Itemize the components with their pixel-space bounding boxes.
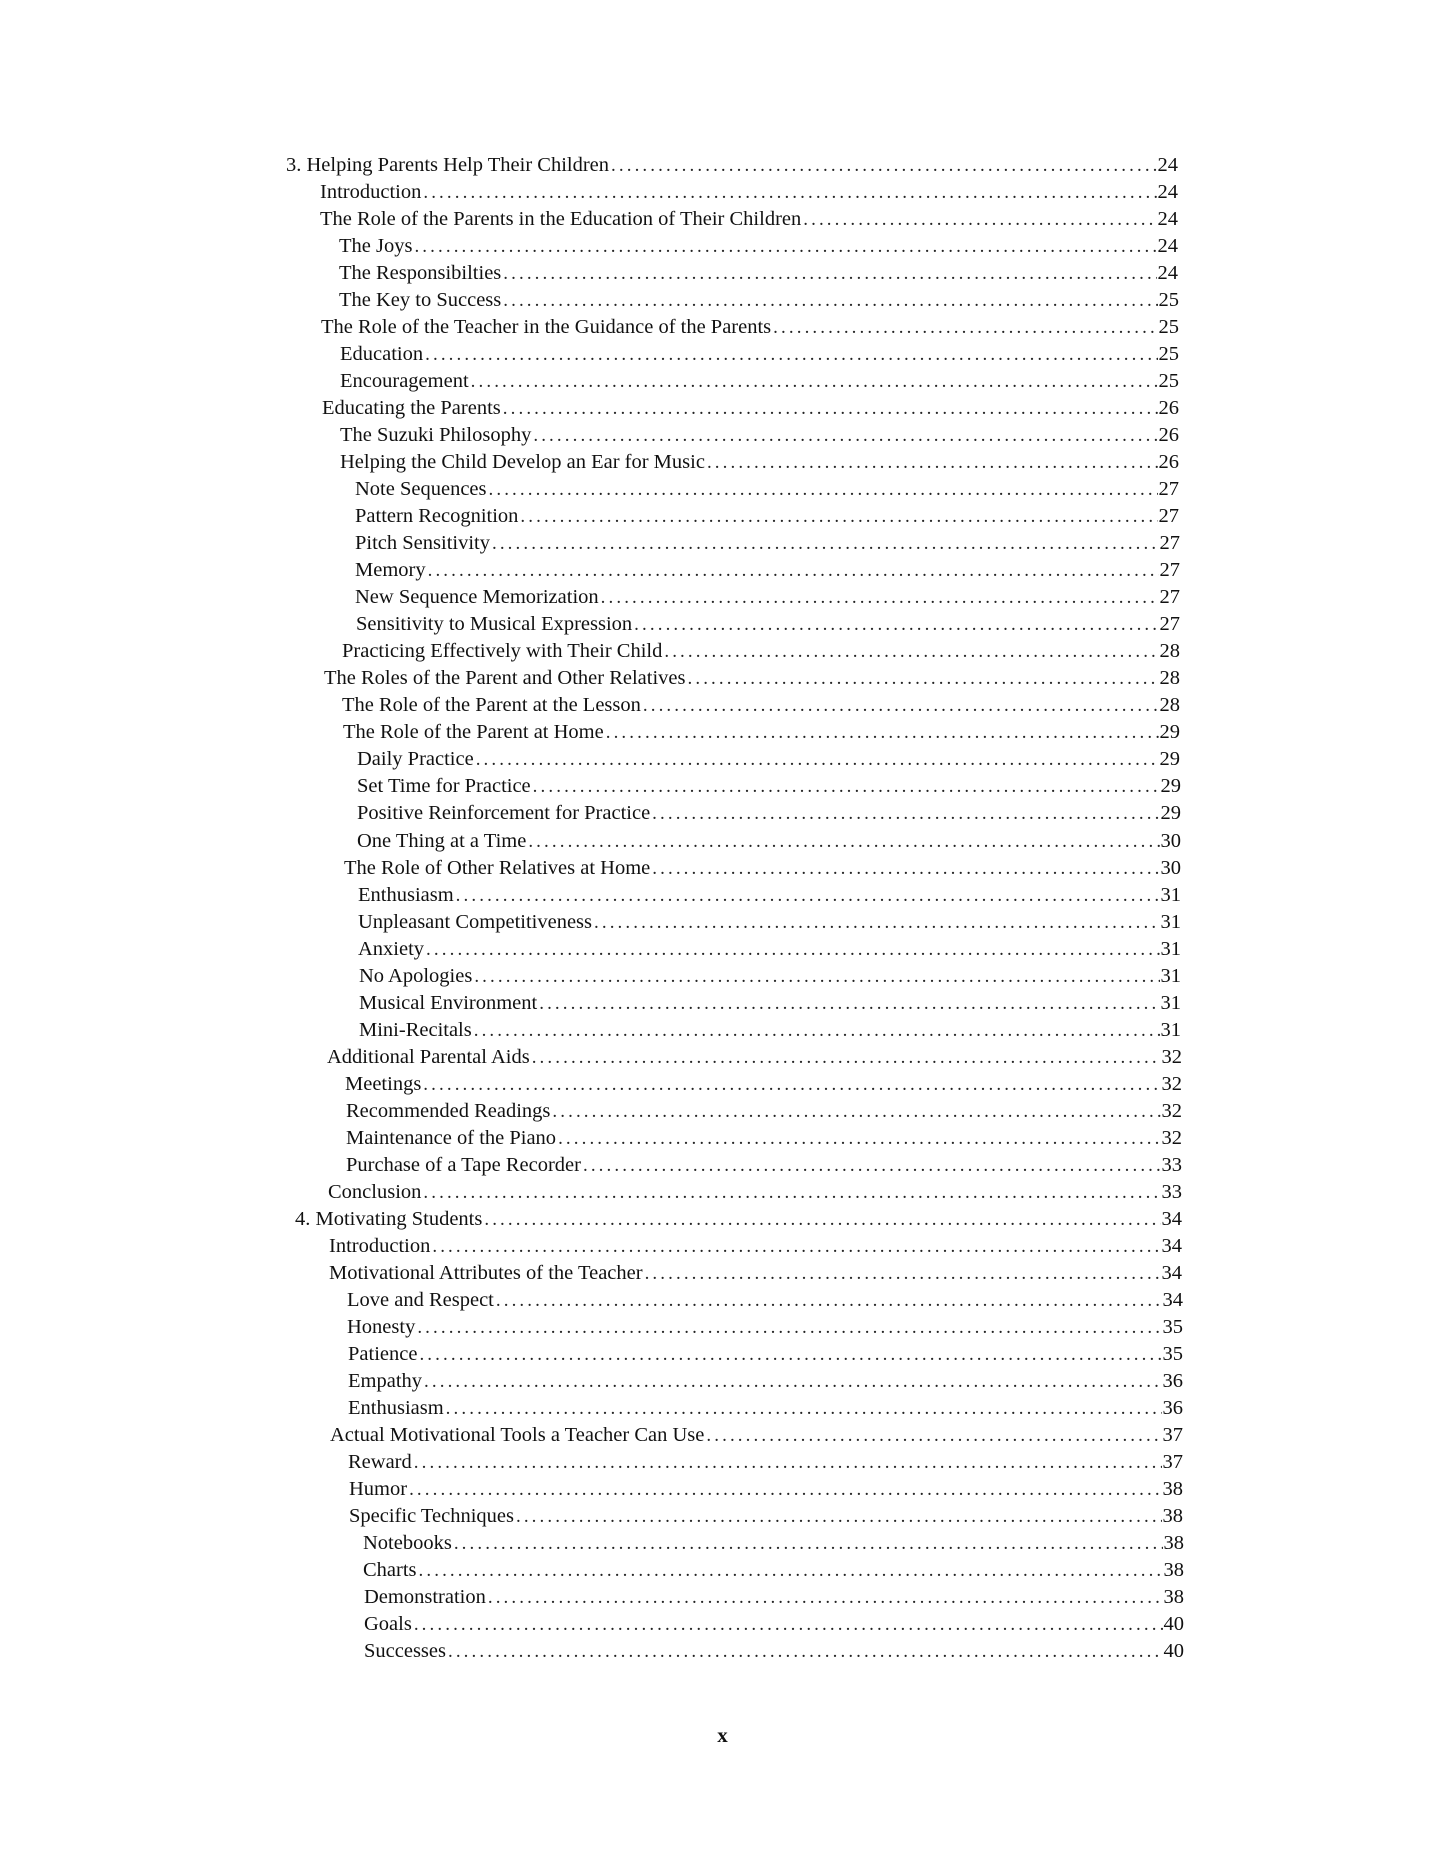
dot-leader — [419, 1557, 1163, 1584]
toc-entry-page-number: 36 — [1162, 1370, 1183, 1392]
toc-entry-page-number: 37 — [1162, 1451, 1183, 1473]
toc-entry-title: The Role of the Parent at Home — [343, 721, 604, 743]
toc-entry-page-number: 29 — [1160, 802, 1181, 824]
toc-entry — [340, 449, 1179, 476]
dot-leader — [773, 314, 1157, 341]
toc-entry-page-number: 38 — [1163, 1559, 1184, 1581]
toc-entry-title: Conclusion — [328, 1181, 422, 1203]
toc-entry — [349, 1503, 1183, 1530]
toc-entry — [359, 963, 1181, 990]
toc-entry-title: 4. Motivating Students — [295, 1208, 483, 1230]
toc-entry — [344, 855, 1181, 882]
toc-entry-page-number: 25 — [1158, 343, 1179, 365]
toc-entry-title: New Sequence Memorization — [355, 586, 599, 608]
toc-entry-title: The Responsibilties — [339, 262, 502, 284]
toc-entry — [357, 800, 1181, 827]
dot-leader — [645, 1260, 1161, 1287]
toc-entry — [347, 1314, 1183, 1341]
toc-entry — [322, 395, 1179, 422]
dot-leader — [409, 1476, 1161, 1503]
dot-leader — [432, 1233, 1160, 1260]
toc-entry-title: The Role of Other Relatives at Home — [344, 857, 651, 879]
toc-entry-page-number: 27 — [1158, 505, 1179, 527]
toc-entry-page-number: 40 — [1163, 1613, 1184, 1635]
toc-entry — [355, 476, 1179, 503]
toc-entry-page-number: 29 — [1159, 748, 1180, 770]
dot-leader — [448, 1638, 1163, 1665]
toc-entry-page-number: 24 — [1157, 235, 1178, 257]
toc-entry-page-number: 27 — [1158, 478, 1179, 500]
toc-entry-title: Note Sequences — [355, 478, 487, 500]
toc-entry-page-number: 37 — [1162, 1424, 1183, 1446]
toc-entry — [345, 1071, 1182, 1098]
toc-entry-title: The Role of the Teacher in the Guidance of the Parents — [321, 316, 772, 338]
toc-entry-page-number: 34 — [1162, 1289, 1183, 1311]
toc-entry — [324, 665, 1180, 692]
toc-entry — [346, 1152, 1182, 1179]
dot-leader — [803, 206, 1156, 233]
toc-entry-page-number: 27 — [1159, 532, 1180, 554]
toc-entry — [359, 1017, 1181, 1044]
toc-entry-title: Memory — [355, 559, 426, 581]
toc-entry — [321, 314, 1179, 341]
dot-leader — [503, 287, 1157, 314]
toc-entry-title: Notebooks — [363, 1532, 452, 1554]
toc-entry-title: Pattern Recognition — [355, 505, 519, 527]
dot-leader — [707, 449, 1158, 476]
toc-entry-title: Set Time for Practice — [357, 775, 531, 797]
dot-leader — [424, 1368, 1161, 1395]
toc-entry-title: Enthusiasm — [358, 884, 454, 906]
toc-entry — [327, 1044, 1182, 1071]
toc-entry-page-number: 31 — [1160, 938, 1181, 960]
toc-entry-title: Introduction — [329, 1235, 431, 1257]
toc-entry-page-number: 33 — [1161, 1154, 1182, 1176]
toc-entry-title: Sensitivity to Musical Expression — [356, 613, 633, 635]
toc-entry-title: Helping the Child Develop an Ear for Music — [340, 451, 705, 473]
toc-entry — [328, 1179, 1182, 1206]
toc-entry-title: Humor — [349, 1478, 408, 1500]
toc-entry-title: Positive Reinforcement for Practice — [357, 802, 651, 824]
toc-entry-title: The Roles of the Parent and Other Relatives — [324, 667, 686, 689]
toc-entry-page-number: 31 — [1160, 911, 1181, 933]
toc-entry — [329, 1260, 1182, 1287]
toc-entry-page-number: 25 — [1158, 316, 1179, 338]
toc-entry-title: Meetings — [345, 1073, 422, 1095]
dot-leader — [611, 152, 1156, 179]
toc-entry-title: Love and Respect — [347, 1289, 494, 1311]
toc-entry-title: Reward — [348, 1451, 412, 1473]
toc-entry-page-number: 29 — [1159, 721, 1180, 743]
toc-entry — [320, 206, 1178, 233]
toc-entry-title: Charts — [363, 1559, 417, 1581]
toc-entry — [339, 233, 1178, 260]
toc-entry — [358, 882, 1181, 909]
toc-entry — [348, 1368, 1183, 1395]
toc-entry-page-number: 32 — [1161, 1127, 1182, 1149]
dot-leader — [446, 1395, 1162, 1422]
dot-leader — [471, 368, 1158, 395]
toc-entry-title: Demonstration — [364, 1586, 486, 1608]
toc-entry-title: One Thing at a Time — [357, 830, 527, 852]
toc-entry — [357, 828, 1181, 855]
toc-entry-title: Actual Motivational Tools a Teacher Can Use — [330, 1424, 705, 1446]
toc-entry-page-number: 34 — [1161, 1208, 1182, 1230]
dot-leader — [533, 422, 1157, 449]
toc-entry — [363, 1530, 1184, 1557]
toc-entry-page-number: 25 — [1158, 370, 1179, 392]
toc-entry-title: Successes — [364, 1640, 446, 1662]
dot-leader — [652, 855, 1159, 882]
toc-entry-title: Daily Practice — [357, 748, 474, 770]
toc-entry-title: Honesty — [347, 1316, 416, 1338]
toc-entry-page-number: 26 — [1158, 424, 1179, 446]
toc-entry-title: Specific Techniques — [349, 1505, 514, 1527]
toc-entry-page-number: 32 — [1161, 1073, 1182, 1095]
toc-entry — [358, 936, 1181, 963]
dot-leader — [606, 719, 1159, 746]
dot-leader — [516, 1503, 1162, 1530]
toc-entry — [355, 584, 1180, 611]
dot-leader — [474, 963, 1159, 990]
toc-entry-page-number: 26 — [1158, 397, 1179, 419]
toc-entry-title: Educating the Parents — [322, 397, 501, 419]
toc-entry-title: Enthusiasm — [348, 1397, 444, 1419]
dot-leader — [489, 476, 1158, 503]
toc-entry-page-number: 40 — [1163, 1640, 1184, 1662]
toc-entry-title: 3. Helping Parents Help Their Children — [286, 154, 610, 176]
toc-entry-title: Pitch Sensitivity — [355, 532, 490, 554]
dot-leader — [426, 936, 1159, 963]
dot-leader — [583, 1152, 1161, 1179]
toc-entry — [364, 1611, 1184, 1638]
toc-entry-title: Motivational Attributes of the Teacher — [329, 1262, 643, 1284]
toc-entry-title: Education — [340, 343, 424, 365]
toc-entry — [342, 692, 1180, 719]
toc-entry-title: The Key to Success — [339, 289, 502, 311]
dot-leader — [414, 1449, 1162, 1476]
toc-entry-page-number: 38 — [1162, 1478, 1183, 1500]
toc-entry-title: Patience — [348, 1343, 418, 1365]
toc-entry-title: Empathy — [348, 1370, 423, 1392]
toc-entry-title: The Joys — [339, 235, 413, 257]
dot-leader — [601, 584, 1159, 611]
dot-leader — [454, 1530, 1163, 1557]
toc-entry-title: Practicing Effectively with Their Child — [342, 640, 663, 662]
toc-entry-page-number: 30 — [1160, 830, 1181, 852]
toc-entry-title: Recommended Readings — [346, 1100, 551, 1122]
toc-entry-title: The Suzuki Philosophy — [340, 424, 532, 446]
toc-entry-page-number: 25 — [1158, 289, 1179, 311]
toc-entry-page-number: 24 — [1157, 181, 1178, 203]
dot-leader — [419, 1341, 1161, 1368]
toc-entry — [359, 990, 1181, 1017]
toc-entry-page-number: 24 — [1157, 208, 1178, 230]
toc-entry-page-number: 38 — [1163, 1586, 1184, 1608]
toc-entry — [364, 1638, 1184, 1665]
toc-entry-page-number: 31 — [1160, 992, 1181, 1014]
toc-entry-title: Goals — [364, 1613, 412, 1635]
toc-entry — [330, 1422, 1183, 1449]
toc-entry — [329, 1233, 1182, 1260]
toc-entry-page-number: 29 — [1160, 775, 1181, 797]
toc-entry-title: Unpleasant Competitiveness — [358, 911, 592, 933]
dot-leader — [456, 882, 1160, 909]
toc-entry-title: The Role of the Parents in the Education of Their Children — [320, 208, 802, 230]
toc-entry — [342, 638, 1180, 665]
toc-entry-page-number: 34 — [1161, 1262, 1182, 1284]
dot-leader — [652, 800, 1159, 827]
dot-leader — [423, 1071, 1160, 1098]
toc-entry — [356, 611, 1180, 638]
toc-entry — [320, 179, 1178, 206]
dot-leader — [414, 1611, 1163, 1638]
toc-entry — [340, 368, 1179, 395]
toc-entry-page-number: 32 — [1161, 1100, 1182, 1122]
dot-leader — [634, 611, 1158, 638]
toc-entry — [355, 557, 1180, 584]
dot-leader — [496, 1287, 1162, 1314]
dot-leader — [552, 1098, 1160, 1125]
dot-leader — [492, 530, 1159, 557]
toc-entry-page-number: 27 — [1159, 586, 1180, 608]
toc-entry — [346, 1098, 1182, 1125]
toc-entry-title: Encouragement — [340, 370, 469, 392]
toc-entry-title: No Apologies — [359, 965, 473, 987]
dot-leader — [484, 1206, 1160, 1233]
toc-entry-page-number: 30 — [1160, 857, 1181, 879]
toc-entry-page-number: 38 — [1162, 1505, 1183, 1527]
toc-entry — [343, 719, 1180, 746]
toc-entry-page-number: 24 — [1157, 154, 1178, 176]
dot-leader — [417, 1314, 1161, 1341]
toc-entry-title: Maintenance of the Piano — [346, 1127, 557, 1149]
toc-entry-page-number: 27 — [1159, 559, 1180, 581]
dot-leader — [520, 503, 1157, 530]
toc-entry-page-number: 35 — [1162, 1343, 1183, 1365]
toc-entry-title: Musical Environment — [359, 992, 538, 1014]
dot-leader — [503, 260, 1156, 287]
toc-entry-title: The Role of the Parent at the Lesson — [342, 694, 641, 716]
toc-entry-page-number: 35 — [1162, 1316, 1183, 1338]
toc-entry-title: Introduction — [320, 181, 422, 203]
toc-entry-title: Additional Parental Aids — [327, 1046, 530, 1068]
toc-entry-page-number: 32 — [1161, 1046, 1182, 1068]
toc-entry — [339, 260, 1178, 287]
toc-entry — [286, 152, 1178, 179]
toc-entry-page-number: 27 — [1159, 613, 1180, 635]
toc-entry — [357, 746, 1180, 773]
toc-entry-page-number: 34 — [1161, 1235, 1182, 1257]
dot-leader — [533, 773, 1160, 800]
toc-entry — [348, 1449, 1183, 1476]
toc-entry-page-number: 28 — [1159, 667, 1180, 689]
toc-entry — [340, 422, 1179, 449]
toc-entry-page-number: 28 — [1159, 694, 1180, 716]
dot-leader — [474, 1017, 1160, 1044]
dot-leader — [414, 233, 1156, 260]
dot-leader — [539, 990, 1159, 1017]
toc-entry — [358, 909, 1181, 936]
toc-entry — [340, 341, 1179, 368]
dot-leader — [706, 1422, 1161, 1449]
toc-entry-page-number: 31 — [1160, 1019, 1181, 1041]
dot-leader — [503, 395, 1158, 422]
dot-leader — [528, 828, 1159, 855]
dot-leader — [476, 746, 1159, 773]
toc-entry — [339, 287, 1179, 314]
toc-entry — [363, 1557, 1184, 1584]
toc-entry — [357, 773, 1181, 800]
toc-entry-page-number: 31 — [1160, 884, 1181, 906]
toc-entry — [349, 1476, 1183, 1503]
dot-leader — [688, 665, 1159, 692]
toc-entry — [295, 1206, 1182, 1233]
toc-entry-page-number: 38 — [1163, 1532, 1184, 1554]
toc-entry — [347, 1287, 1183, 1314]
toc-entry — [346, 1125, 1182, 1152]
toc-entry — [348, 1395, 1183, 1422]
dot-leader — [488, 1584, 1163, 1611]
page-folio: x — [717, 1723, 728, 1747]
toc-entry-title: Purchase of a Tape Recorder — [346, 1154, 581, 1176]
dot-leader — [428, 557, 1159, 584]
toc-entry-title: Mini-Recitals — [359, 1019, 472, 1041]
dot-leader — [423, 179, 1156, 206]
toc-entry-page-number: 28 — [1159, 640, 1180, 662]
toc-entry-page-number: 36 — [1162, 1397, 1183, 1419]
toc-entry — [364, 1584, 1184, 1611]
toc-entry-title: Anxiety — [358, 938, 425, 960]
dot-leader — [643, 692, 1159, 719]
dot-leader — [532, 1044, 1161, 1071]
dot-leader — [664, 638, 1158, 665]
toc-entry-page-number: 24 — [1157, 262, 1178, 284]
dot-leader — [558, 1125, 1160, 1152]
dot-leader — [423, 1179, 1160, 1206]
toc-entry-page-number: 26 — [1158, 451, 1179, 473]
toc-entry — [348, 1341, 1183, 1368]
toc-entry-page-number: 31 — [1160, 965, 1181, 987]
toc-entry — [355, 503, 1179, 530]
dot-leader — [425, 341, 1157, 368]
dot-leader — [594, 909, 1160, 936]
toc-entry-page-number: 33 — [1161, 1181, 1182, 1203]
toc-entry — [355, 530, 1180, 557]
